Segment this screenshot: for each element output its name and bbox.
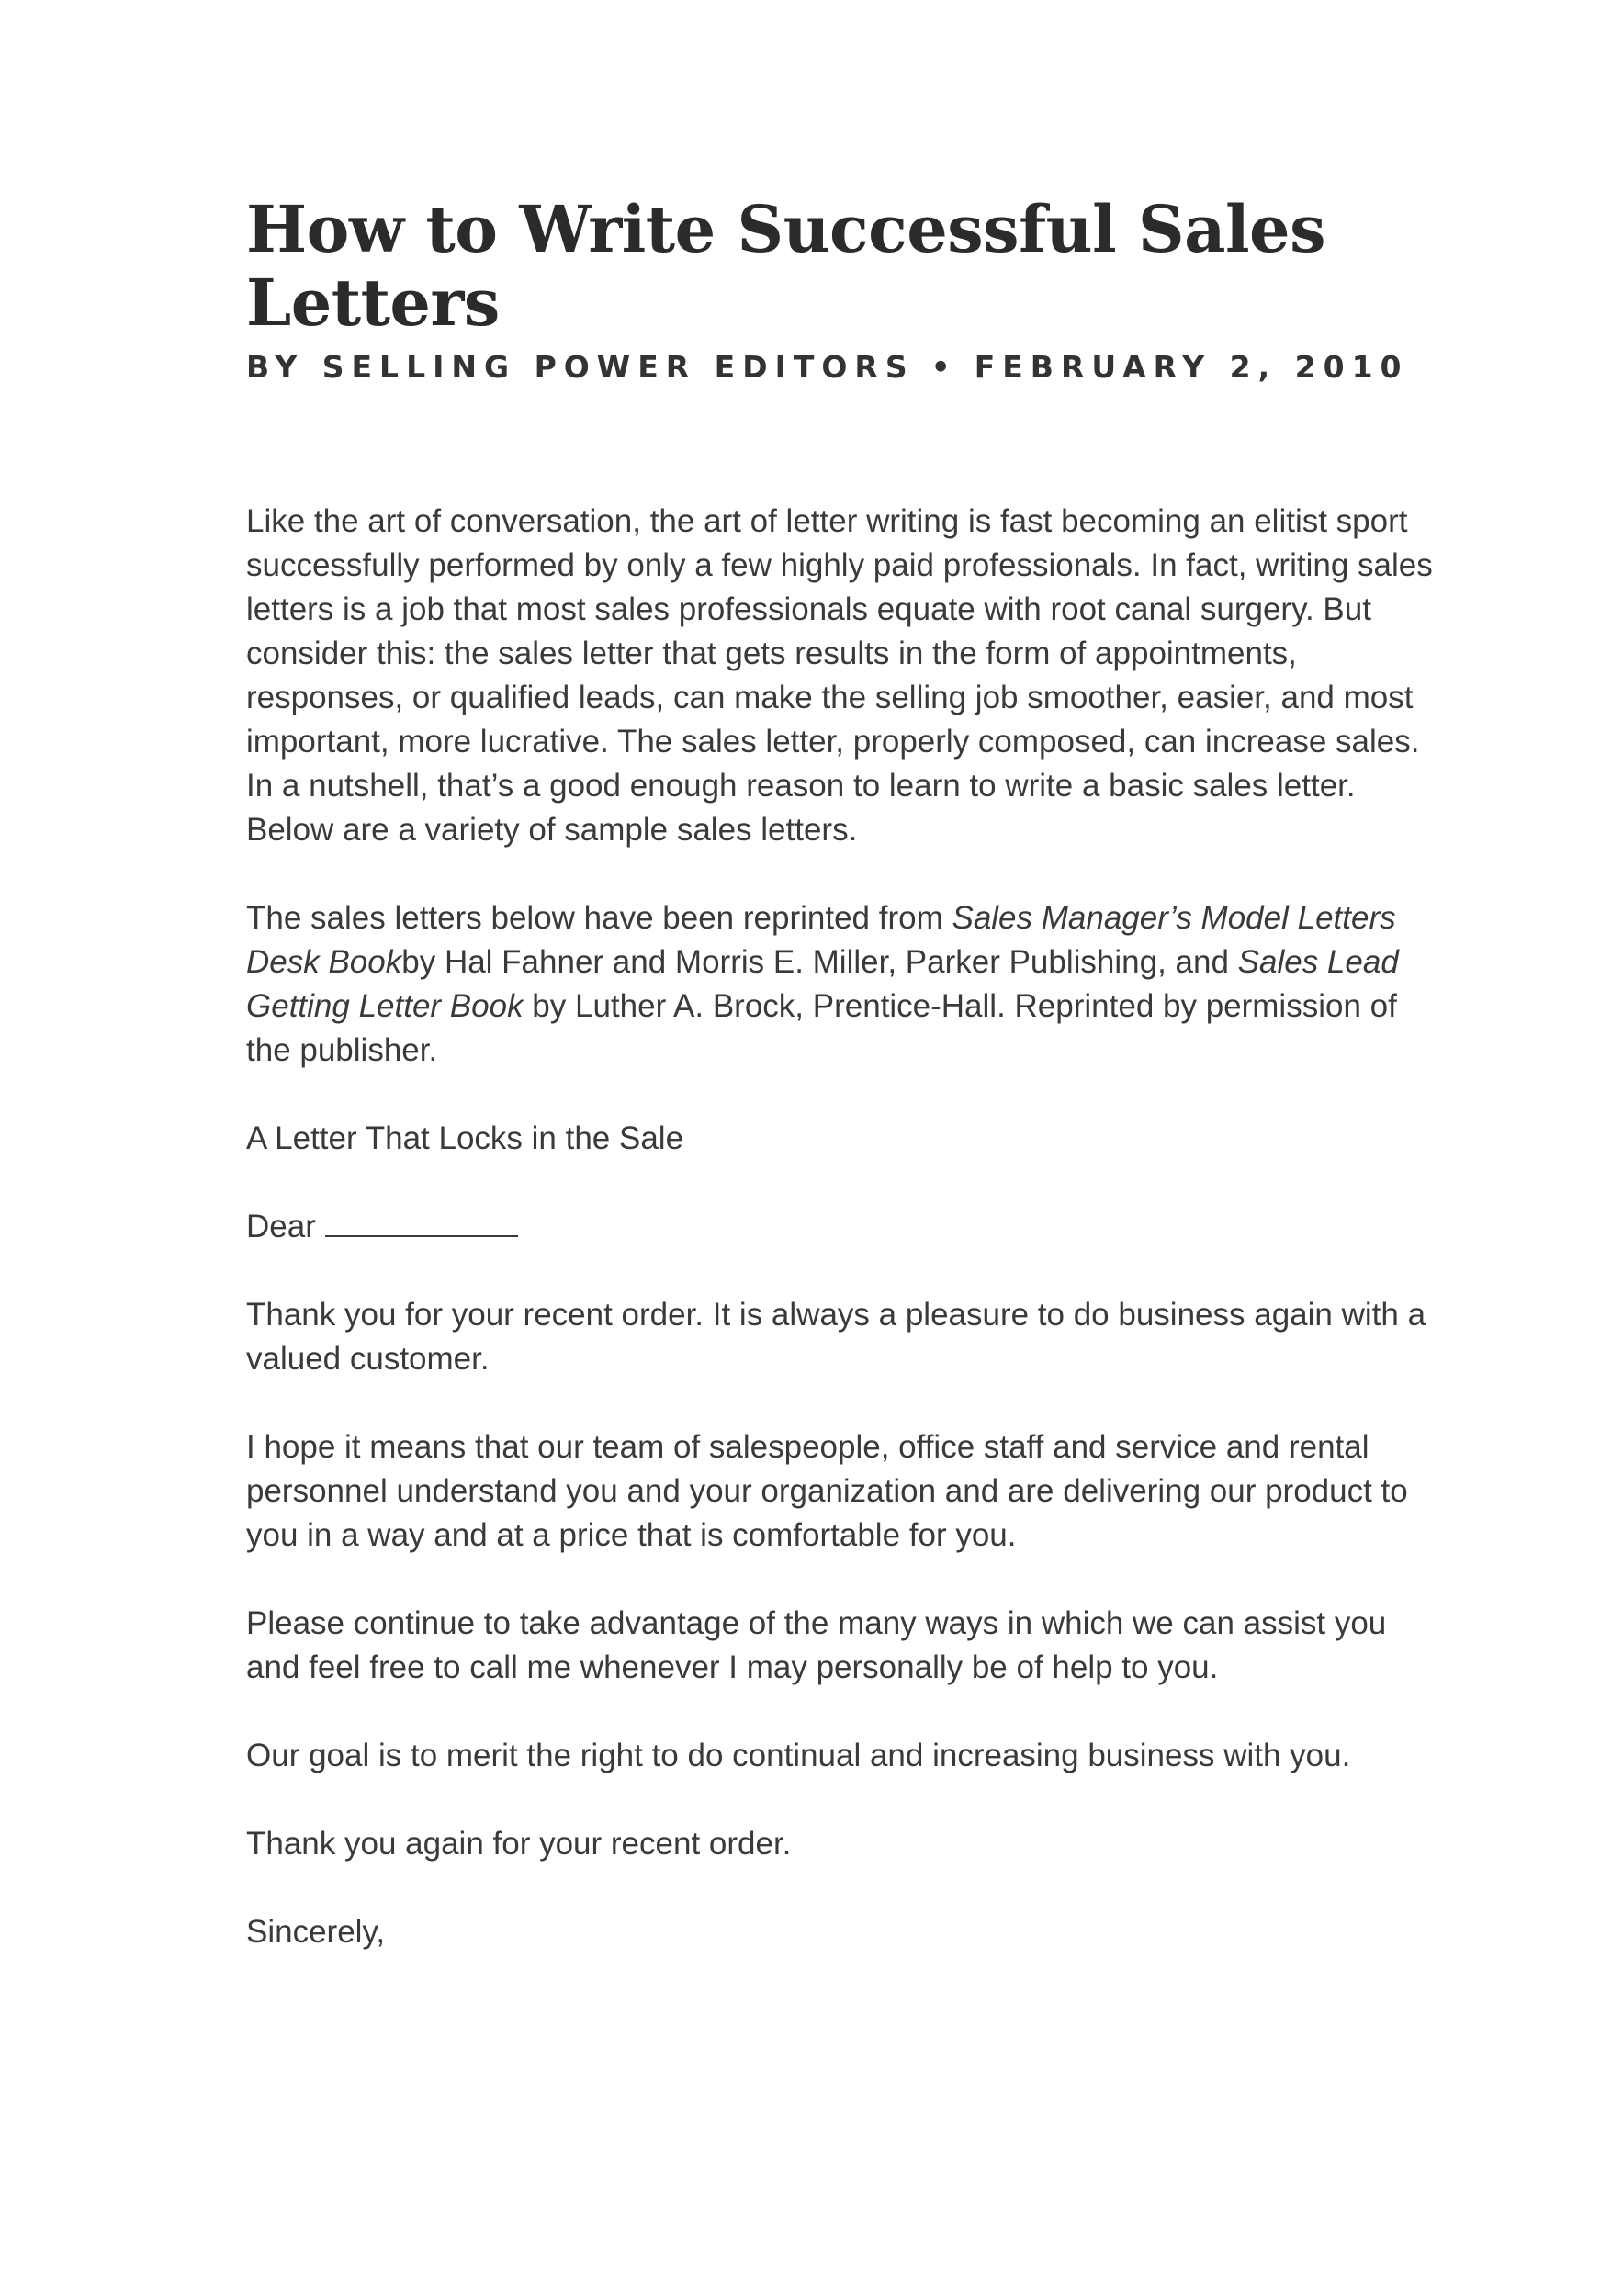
salutation-text: Dear xyxy=(246,1209,325,1244)
letter-heading: A Letter That Locks in the Sale xyxy=(246,1120,684,1156)
letter-paragraph-1: Thank you for your recent order. It is always a pleasure to do business again with a valued customer. xyxy=(246,1297,1426,1377)
book-title-2: Sales Lead Getting Letter Book xyxy=(246,944,1399,1024)
reprint-text-1: The sales letters below have been reprinted from xyxy=(246,900,952,936)
article-title: How to Write Successful Sales Letters xyxy=(246,191,1325,341)
article-byline xyxy=(246,349,1440,385)
byline-author: BY SELLING POWER EDITORS xyxy=(246,349,915,385)
book-title-1: Sales Manager’s Model Letters Desk Book xyxy=(246,900,1396,980)
article-content xyxy=(246,193,1440,1998)
reprint-text-2: by Hal Fahner and Morris E. Miller, Parker Publishing, and xyxy=(401,944,1238,980)
reprint-text-3: by Luther A. Brock, Prentice-Hall. Reprinted by permission of the publisher. xyxy=(246,988,1397,1068)
byline-date: FEBRUARY 2, 2010 xyxy=(974,349,1409,385)
letter-paragraph-5: Thank you again for your recent order. xyxy=(246,1826,792,1862)
reprint-paragraph xyxy=(246,896,1440,1073)
recipient-blank-line xyxy=(325,1208,518,1237)
article-body xyxy=(246,500,1440,1954)
intro-paragraph: Like the art of conversation, the art of letter writing is fast becoming an elitist sport successfully performed by only a few highly paid professionals. In fact, writing sales letters is a job that most sales professionals equate with root canal surgery. But consider this: the sales letter that gets results in the form of appointments, responses, or qualified leads, can make the selling job smoother, easier, and most important, more lucrative. The sales letter, properly composed, can increase sales. In a nutshell, that’s a good enough reason to learn to write a basic sales letter. Below are a variety of sample sales letters. xyxy=(246,503,1433,848)
letter-paragraph-4: Our goal is to merit the right to do continual and increasing business with you. xyxy=(246,1738,1351,1773)
letter-paragraph-2: I hope it means that our team of salespeople, office staff and service and rental personnel understand you and your organization and are delivering our product to you in a way and at a price that is comfortable for you. xyxy=(246,1429,1408,1553)
letter-closing: Sincerely, xyxy=(246,1914,386,1950)
letter-salutation xyxy=(246,1205,1440,1249)
letter-paragraph-3: Please continue to take advantage of the many ways in which we can assist you and feel free to call me whenever I may personally be of help to you. xyxy=(246,1605,1387,1685)
byline-separator: • xyxy=(930,349,951,385)
